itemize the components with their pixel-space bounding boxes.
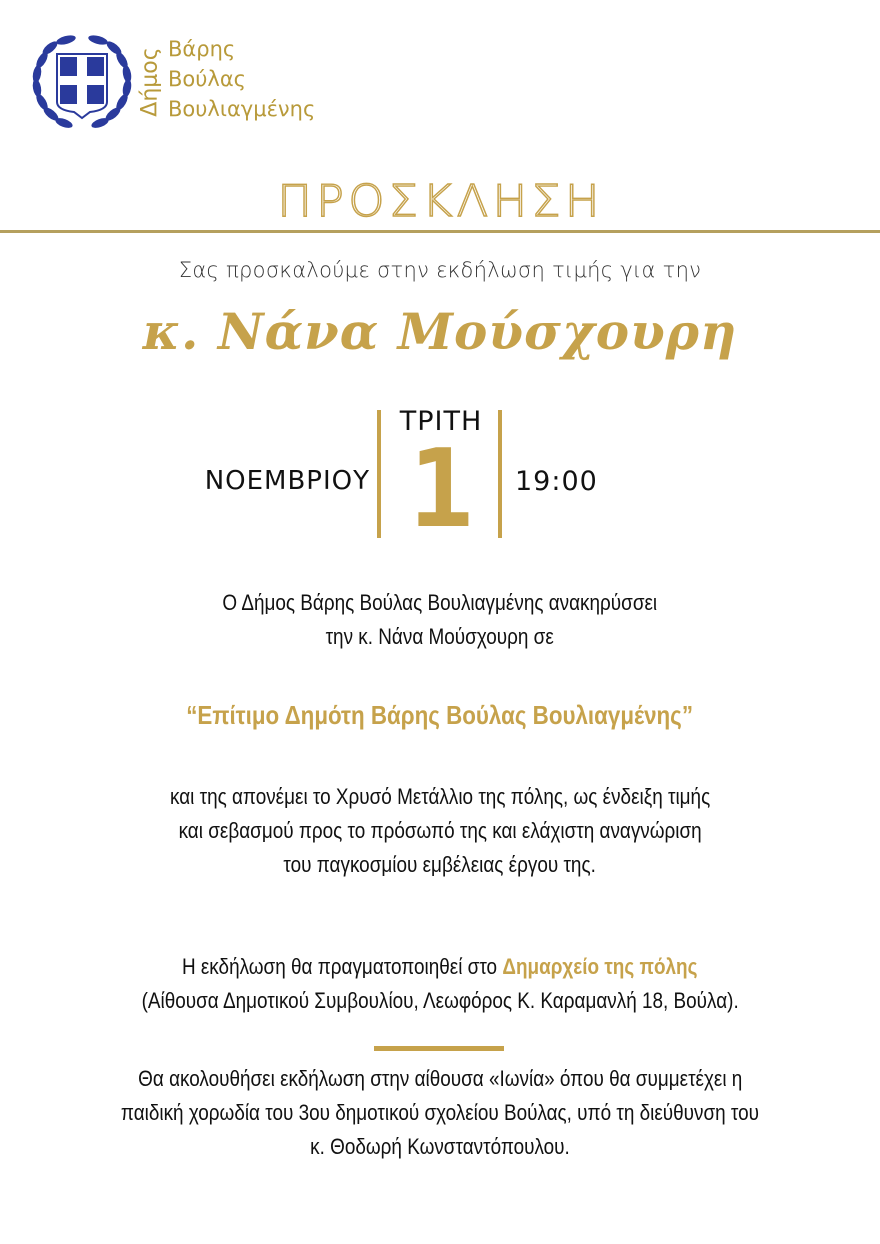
invite-line: Σας προσκαλούμε στην εκδήλωση τιμής για την xyxy=(178,258,702,282)
event-weekday: ΤΡΙΤΗ xyxy=(399,406,483,437)
logo-line-vari: Βάρης xyxy=(168,37,236,61)
medal-paragraph xyxy=(0,780,880,882)
followup-paragraph xyxy=(0,1062,880,1164)
followup-line-2: παιδική χορωδία του 3ου δημοτικού σχολείου Βούλας, υπό τη διεύθυνση του xyxy=(120,1100,760,1125)
medal-line-1: και της απονέμει το Χρυσό Μετάλλιο της πόλης, ως ένδειξη τιμής xyxy=(169,784,711,809)
venue-paragraph xyxy=(0,950,880,1018)
logo-demos-label: Δήμος xyxy=(137,47,163,117)
venue-prefix: Η εκδήλωση θα πραγματοποιηθεί στο xyxy=(182,954,503,979)
venue-line-1 xyxy=(182,950,697,984)
followup-line-1: Θα ακολουθήσει εκδήλωση στην αίθουσα «Ιωνία» όπου θα συμμετέχει η xyxy=(137,1066,743,1091)
venue-line-2: (Αίθουσα Δημοτικού Συμβουλίου, Λεωφόρος Κ. Καραμανλή 18, Βούλα). xyxy=(141,988,739,1013)
invitation-title xyxy=(0,176,880,227)
proclamation-line-1: Ο Δήμος Βάρης Βούλας Βουλιαγμένης ανακηρύσσει xyxy=(222,590,658,615)
logo-line-vouliagmeni: Βουλιαγμένης xyxy=(168,97,316,121)
event-day-number: 1 xyxy=(408,427,474,552)
date-divider-left xyxy=(377,410,381,538)
event-month: ΝΟΕΜΒΡΙΟΥ xyxy=(204,466,370,496)
proclamation-line-2: την κ. Νάνα Μούσχουρη σε xyxy=(325,624,555,649)
proclamation-paragraph xyxy=(0,586,880,654)
logo-text xyxy=(168,34,315,124)
title-divider xyxy=(0,230,880,233)
honoree-name: κ. Νάνα Μούσχουρη xyxy=(142,302,738,361)
followup-line-3: κ. Θοδωρή Κωνσταντόπουλου. xyxy=(310,1134,570,1159)
greek-coat-of-arms-icon xyxy=(28,28,136,136)
honorary-title-text: “Επίτιμο Δημότη Βάρης Βούλας Βουλιαγμένης” xyxy=(186,700,694,730)
municipality-logo xyxy=(28,28,348,136)
venue-highlight: Δημαρχείο της πόλης xyxy=(502,954,698,979)
medal-line-2: και σεβασμού προς το πρόσωπό της και ελάχιστη αναγνώριση xyxy=(178,818,702,843)
logo-vertical-word xyxy=(136,36,164,128)
invitation-title-text: ΠΡΟΣΚΛΗΣΗ xyxy=(276,176,604,227)
honorary-title xyxy=(0,700,880,731)
section-divider xyxy=(374,1046,504,1051)
event-time: 19:00 xyxy=(515,466,598,497)
medal-line-3: του παγκοσμίου εμβέλειας έργου της. xyxy=(283,852,597,877)
date-divider-right xyxy=(498,410,502,538)
logo-line-voula: Βούλας xyxy=(168,67,247,91)
